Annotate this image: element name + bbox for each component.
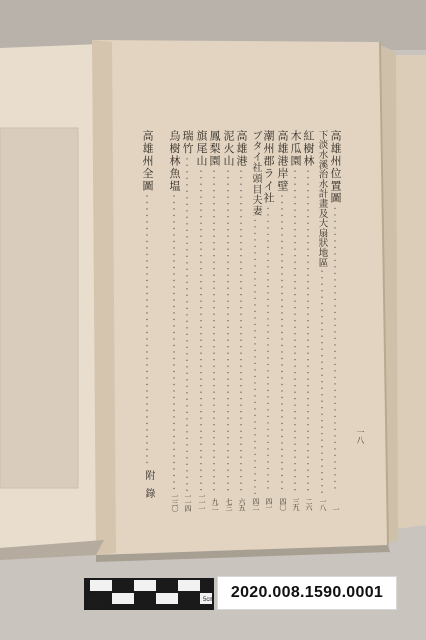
toc-page-11: 一一一 xyxy=(198,493,206,511)
toc-title-11: 旗尾山 xyxy=(195,130,208,168)
inventory-number-label: 2020.008.1590.0001 xyxy=(217,576,397,610)
toc-page-7: 四二 xyxy=(252,498,260,510)
toc-title-5: 高雄港岸壁 xyxy=(276,130,289,192)
toc-page-9: 七三 xyxy=(225,498,233,510)
toc-title-10: 鳳梨園 xyxy=(208,130,221,168)
toc-title-14: 高雄州全圖 xyxy=(141,130,154,192)
toc-page-5: 四〇 xyxy=(279,498,287,510)
toc-title-4: 木瓜園 xyxy=(289,130,302,168)
toc-page-12: 一一四 xyxy=(184,493,192,511)
toc-title-2: 下淡水溪治水計畫及大扇狀地區 xyxy=(316,130,328,268)
toc-title-1: 高雄州位置圖 xyxy=(329,130,342,205)
toc-page-3: 二六 xyxy=(305,498,313,510)
toc-page-8: 六五 xyxy=(238,498,246,510)
toc-title-9: 泥火山 xyxy=(222,130,235,168)
toc-page-6: 四一 xyxy=(265,498,273,510)
toc-page-14: 附錄 xyxy=(143,470,154,506)
toc-page-10: 九二 xyxy=(211,498,219,510)
scale-end-label: 5cm xyxy=(203,597,215,603)
toc-title-8: 高雄港 xyxy=(235,130,248,168)
toc-page-13: 一三〇 xyxy=(171,493,179,511)
page-side-mark: 一八 xyxy=(356,428,365,444)
toc-title-13: 烏樹林魚塭 xyxy=(168,130,181,192)
toc-page-2: 一八 xyxy=(319,498,327,510)
toc-title-6: 潮州郡ライ社 xyxy=(262,130,275,205)
toc-page-1: 一 xyxy=(332,506,340,512)
toc-page-4: 三九 xyxy=(292,498,300,510)
scale-start-label: 0cm xyxy=(88,597,100,603)
toc-title-12: 瑞竹 xyxy=(181,130,194,155)
toc-title-7: ブタイ社頭目夫妻 xyxy=(250,130,261,217)
toc-title-3: 紅樹林 xyxy=(302,130,315,168)
